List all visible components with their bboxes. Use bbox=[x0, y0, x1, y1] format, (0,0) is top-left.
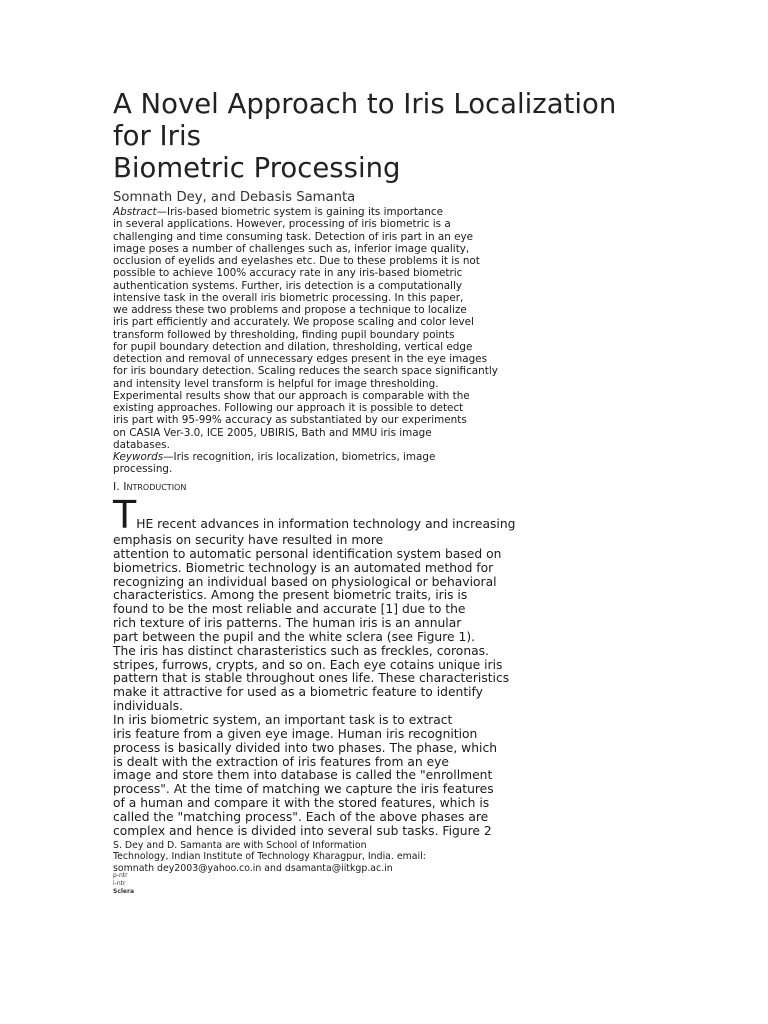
abstract bbox=[113, 206, 498, 476]
title-line: A Novel Approach to Iris Localization bbox=[113, 88, 617, 120]
abstract-line: challenging and time consuming task. Detection of iris part in an eye bbox=[113, 230, 474, 243]
title-line: Biometric Processing bbox=[113, 152, 401, 184]
intro-line: complex and hence is divided into several sub tasks. Figure 2 bbox=[113, 823, 492, 838]
abstract-line: we address these two problems and propose a technique to localize bbox=[113, 304, 467, 316]
figure-labels bbox=[113, 872, 134, 896]
keywords-line: Keywords—Iris recognition, iris localization, biometrics, image bbox=[113, 451, 436, 463]
authors: Somnath Dey, and Debasis Samanta bbox=[113, 190, 356, 205]
abstract-line: for iris boundary detection. Scaling reduces the search space significantly bbox=[113, 365, 498, 378]
intro-line: emphasis on security have resulted in more bbox=[113, 533, 384, 547]
intro-line: stripes, furrows, crypts, and so on. Each eye cotains unique iris bbox=[113, 657, 503, 672]
intro-line: is dealt with the extraction of iris features from an eye bbox=[113, 754, 449, 769]
intro-line: called the "matching process". Each of the above phases are bbox=[113, 809, 489, 824]
abstract-line: iris part efficiently and accurately. We propose scaling and color level bbox=[113, 316, 474, 329]
footnote-line: somnath dey2003@yahoo.co.in and dsamanta@iitkgp.ac.in bbox=[113, 862, 393, 874]
abstract-line: possible to achieve 100% accuracy rate in any iris-based biometric bbox=[113, 267, 463, 280]
footnote-line: Technology, Indian Institute of Technology Kharagpur, India. email: bbox=[113, 851, 426, 863]
abstract-line: authentication systems. Further, iris detection is a computationally bbox=[113, 279, 463, 292]
abstract-line: for pupil boundary detection and dilation, thresholding, vertical edge bbox=[113, 340, 473, 353]
figure-label: p-ntr bbox=[113, 872, 128, 879]
intro-line: attention to automatic personal identification system based on bbox=[113, 546, 502, 561]
intro-line: rich texture of iris patterns. The human iris is an annular bbox=[113, 616, 462, 631]
paper-title bbox=[113, 88, 673, 184]
footnote-line: S. Dey and D. Samanta are with School of Information bbox=[113, 840, 367, 851]
intro-line: In iris biometric system, an important task is to extract bbox=[113, 713, 453, 727]
intro-line: make it attractive for used as a biometric feature to identify bbox=[113, 685, 483, 700]
intro-line: process". At the time of matching we capture the iris features bbox=[113, 782, 494, 797]
intro-line: part between the pupil and the white sclera (see Figure 1). bbox=[113, 629, 476, 644]
abstract-line: image poses a number of challenges such as, inferior image quality, bbox=[113, 242, 470, 255]
intro-line: iris feature from a given eye image. Human iris recognition bbox=[113, 726, 478, 741]
abstract-label: Abstract bbox=[113, 206, 157, 218]
abstract-line: Experimental results show that our approach is comparable with the bbox=[113, 389, 470, 402]
abstract-line: detection and removal of unnecessary edges present in the eye images bbox=[113, 353, 487, 365]
intro-line: HE recent advances in information technology and increasing bbox=[136, 517, 516, 531]
intro-line: pattern that is stable throughout ones life. These characteristics bbox=[113, 671, 510, 686]
abstract-line: and intensity level transform is helpful for image thresholding. bbox=[113, 377, 439, 390]
intro-line: individuals. bbox=[113, 699, 183, 714]
section-heading: I. Introduction bbox=[113, 480, 187, 493]
figure-label: Sclera bbox=[113, 888, 135, 895]
abstract-line: intensive task in the overall iris biometric processing. In this paper, bbox=[113, 291, 464, 304]
intro-paragraph-2 bbox=[113, 714, 497, 839]
abstract-line: databases. bbox=[113, 438, 170, 451]
figure-label: i-ntr bbox=[113, 880, 126, 887]
abstract-line: iris part with 95-99% accuracy as substantiated by our experiments bbox=[113, 414, 467, 427]
title-line: for Iris bbox=[113, 120, 201, 152]
keywords-line: processing. bbox=[113, 463, 173, 476]
abstract-line: occlusion of eyelids and eyelashes etc. Due to these problems it is not bbox=[113, 255, 480, 267]
abstract-line: existing approaches. Following our approach it is possible to detect bbox=[113, 402, 464, 414]
intro-line: image and store them into database is called the "enrollment bbox=[113, 768, 493, 783]
intro-line: characteristics. Among the present biometric traits, iris is bbox=[113, 588, 468, 603]
footnote bbox=[113, 840, 426, 874]
intro-line: of a human and compare it with the stored features, which is bbox=[113, 796, 490, 811]
abstract-line: Abstract—Iris-based biometric system is gaining its importance bbox=[113, 206, 443, 218]
intro-first-line bbox=[113, 493, 516, 537]
intro-line: biometrics. Biometric technology is an automated method for bbox=[113, 560, 494, 575]
abstract-line: in several applications. However, processing of iris biometric is a bbox=[113, 218, 451, 231]
intro-line: found to be the most reliable and accurate [1] due to the bbox=[113, 602, 466, 617]
intro-line: The iris has distinct charasteristics such as freckles, coronas. bbox=[113, 643, 489, 658]
drop-cap: T bbox=[113, 493, 137, 537]
intro-paragraph-1 bbox=[113, 534, 509, 714]
intro-line: recognizing an individual based on physiological or behavioral bbox=[113, 574, 497, 589]
abstract-line: transform followed by thresholding, finding pupil boundary points bbox=[113, 328, 455, 341]
abstract-line: on CASIA Ver-3.0, ICE 2005, UBIRIS, Bath and MMU iris image bbox=[113, 426, 432, 439]
intro-line: process is basically divided into two phases. The phase, which bbox=[113, 740, 498, 755]
keywords-label: Keywords bbox=[113, 451, 164, 463]
